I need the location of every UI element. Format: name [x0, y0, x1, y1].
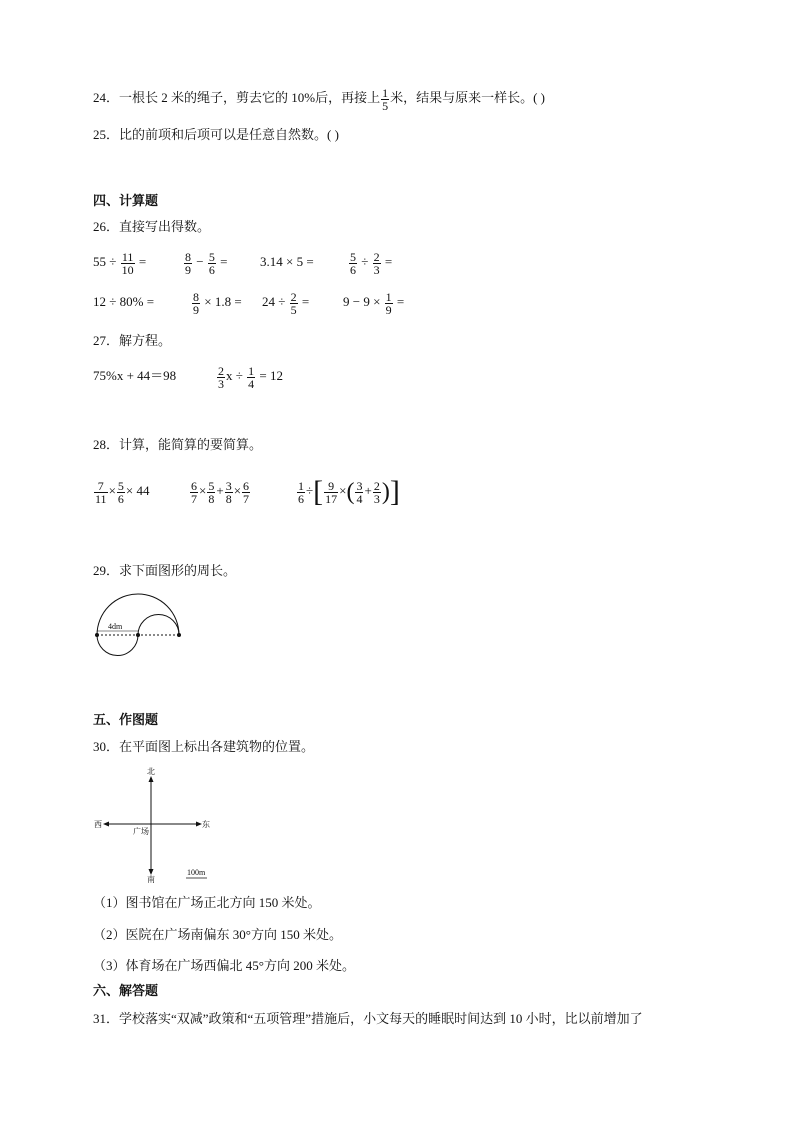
q28-expression-1: $\frac{7}{11}$ × $\frac{5}{6}$ × 44 [95, 478, 150, 506]
q26-item-5: 12 ÷ 80% = [93, 294, 155, 309]
q26-item-3: 3.14 × 5 = [260, 254, 314, 269]
q26-item-8: 9 − 9 × $\frac{1}{9}$ = [343, 289, 405, 317]
large-semicircle-arc [97, 594, 179, 635]
q27-equation-2: $\frac{2}{3}$ x ÷ $\frac{1}{4}$ = 12 [218, 363, 283, 391]
question-28-title: 28．计算，能简算的要简算。 [93, 437, 263, 452]
question-24: 24．一根长 2 米的绳子，剪去它的 10%后，再接上 $\frac{1}{5}$ 米，结果与原来一样长。( ) [93, 85, 546, 113]
question-25: 25．比的前项和后项可以是任意自然数。( ) [93, 127, 339, 142]
north-arrow-icon [149, 776, 154, 782]
q26-item-1: 55 ÷ $\frac{11}{10}$ = [93, 249, 147, 277]
point-right [177, 633, 181, 637]
north-label: 北 [147, 767, 155, 776]
scale-label: 100m [187, 868, 206, 877]
length-label: 4dm [108, 622, 123, 631]
q28-expression-2: $\frac{6}{7}$ × $\frac{5}{8}$ + $\frac{3}{8}$ × $\frac{6}{7}$ [191, 478, 250, 506]
section-5-heading: 五、作图题 [93, 712, 159, 727]
q27-equation-1: 75%x + 44＝98 [93, 368, 177, 383]
q26-item-6: $\frac{8}{9}$ × 1.8 = [193, 289, 242, 317]
q26-item-2: $\frac{8}{9}$ − $\frac{5}{6}$ = [185, 249, 228, 277]
lower-small-semicircle-arc [97, 635, 138, 656]
q26-item-4: $\frac{5}{6}$ ÷ $\frac{2}{3}$ = [350, 249, 393, 277]
point-left [95, 633, 99, 637]
question-27-title: 27．解方程。 [93, 333, 172, 348]
south-label: 南 [147, 875, 155, 884]
question-26-title: 26．直接写出得数。 [93, 219, 211, 234]
q26-item-7: 24 ÷ $\frac{2}{5}$ = [262, 289, 310, 317]
q30-item-1: （1）图书馆在广场正北方向 150 米处。 [93, 895, 321, 910]
center-label: 广场 [133, 827, 149, 836]
upper-small-semicircle-arc [138, 615, 179, 635]
west-label: 西 [94, 820, 102, 829]
section-6-heading: 六、解答题 [93, 983, 159, 998]
q30-item-3: （3）体育场在广场西偏北 45°方向 200 米处。 [93, 958, 355, 973]
section-4-heading: 四、计算题 [93, 193, 159, 208]
west-arrow-icon [103, 822, 109, 827]
q30-item-2: （2）医院在广场南偏东 30°方向 150 米处。 [93, 927, 342, 942]
question-30-title: 30．在平面图上标出各建筑物的位置。 [93, 739, 315, 754]
south-arrow-icon [149, 869, 154, 875]
q28-expression-3: $\frac{1}{6}$ ÷[ $\frac{9}{17}$ ×( $\frac{3}{4}$ + $\frac{2}{3}$ )] [298, 475, 400, 509]
point-middle [136, 633, 140, 637]
question-31: 31．学校落实“双减”政策和“五项管理”措施后，小文每天的睡眠时间达到 10 小时，比以前增加了 [93, 1011, 643, 1026]
question-29-title: 29．求下面图形的周长。 [93, 563, 237, 578]
east-label: 东 [202, 820, 210, 829]
fraction-one-fifth: $\frac{1}{5}$ [382, 85, 389, 113]
east-arrow-icon [196, 822, 202, 827]
